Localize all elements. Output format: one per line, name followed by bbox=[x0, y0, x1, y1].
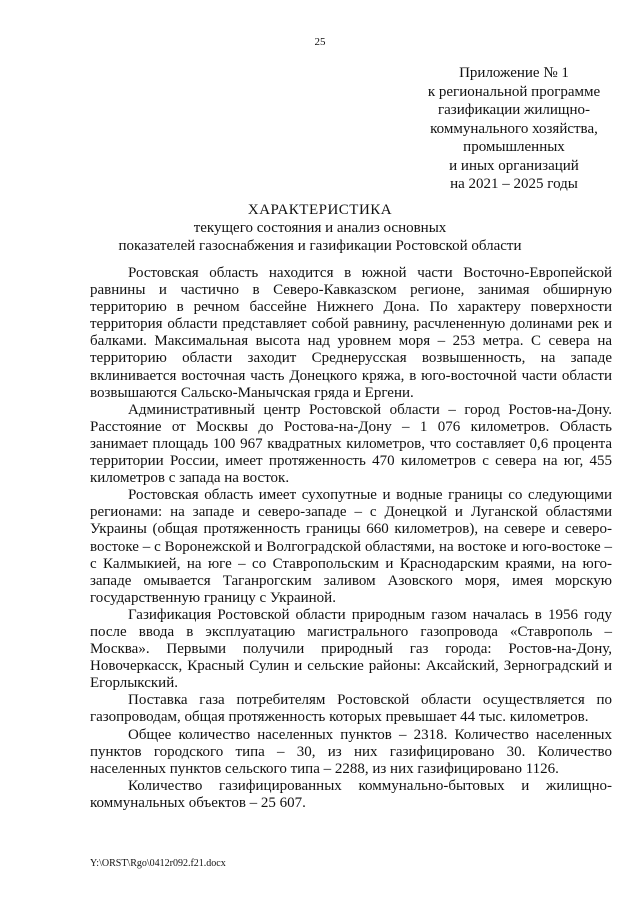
document-body bbox=[90, 265, 612, 812]
appendix-note bbox=[404, 64, 624, 194]
footer-file-path: Y:\ORST\Rgo\0412r092.f21.docx bbox=[90, 858, 226, 869]
page-number: 25 bbox=[314, 36, 326, 48]
appendix-line: и иных организаций bbox=[449, 157, 579, 174]
body-paragraph: Ростовская область находится в южной части Восточно-Европейской равнины и частично в Северо-Кавказском регионе, занимая обширную территорию в речном бассейне Нижнего Дона. По характеру поверхности территория области представляет собой равнину, расчлененную долинами рек и балками. Максимальная высота над уровнем моря – 253 метра. С севера на территорию области заходит Среднерусская возвышенность, на западе вклинивается восточная часть Донецкого кряжа, в юго-восточной части области возвышаются Сальско-Манычская гряда и Ергени. bbox=[90, 265, 612, 401]
appendix-line: газификации жилищно- bbox=[437, 102, 591, 118]
appendix-line: Приложение № 1 bbox=[459, 65, 569, 81]
appendix-line: промышленных bbox=[463, 139, 565, 155]
title-heading: ХАРАКТЕРИСТИКА bbox=[247, 202, 393, 218]
title-line: текущего состояния и анализ основных bbox=[193, 220, 447, 236]
body-paragraph: Количество газифицированных коммунально-бытовых и жилищно-коммунальных объектов – 25 607. bbox=[90, 777, 612, 811]
appendix-line: к региональной программе bbox=[427, 83, 601, 100]
title-line: показателей газоснабжения и газификации Ростовской области bbox=[118, 238, 522, 254]
body-paragraph: Поставка газа потребителям Ростовской области осуществляется по газопроводам, общая протяженность которых превышает 44 тыс. километров. bbox=[90, 692, 612, 726]
body-paragraph: Общее количество населенных пунктов – 2318. Количество населенных пунктов городского типа – 30, из них газифицировано 30. Количество населенных пунктов сельского типа – 2288, из них газифицировано 1126. bbox=[90, 726, 612, 777]
appendix-line: коммунального хозяйства, bbox=[430, 120, 598, 137]
appendix-line: на 2021 – 2025 годы bbox=[450, 176, 578, 192]
body-paragraph: Административный центр Ростовской области – город Ростов-на-Дону. Расстояние от Москвы до Ростова-на-Дону – 1 076 километров. Область занимает площадь 100 967 квадратных километров, что составляет 0,6 процента территории России, имеет протяженность 470 километров с севера на юг, 455 километров с запада на восток. bbox=[90, 401, 612, 487]
body-paragraph: Ростовская область имеет сухопутные и водные границы со следующими регионами: на западе и северо-западе – с Донецкой и Луганской областями Украины (общая протяженность границы 660 километров), на севере и северо-востоке – с Воронежской и Волгоградской областями, на востоке и юго-востоке – с Калмыкией, на юге – со Ставропольским и Краснодарским краями, на юго-западе омывается Таганрогским заливом Азовского моря, имея морскую государственную границу с Украиной. bbox=[90, 487, 612, 606]
document-title bbox=[0, 201, 640, 255]
body-paragraph: Газификация Ростовской области природным газом началась в 1956 году после ввода в эксплуатацию магистрального газопровода «Ставрополь – Москва». Первыми получили природный газ города: Ростов-на-Дону, Новочеркасск, Красный Сулин и сельские районы: Аксайский, Зерноградский и Егорлыкский. bbox=[90, 606, 612, 692]
